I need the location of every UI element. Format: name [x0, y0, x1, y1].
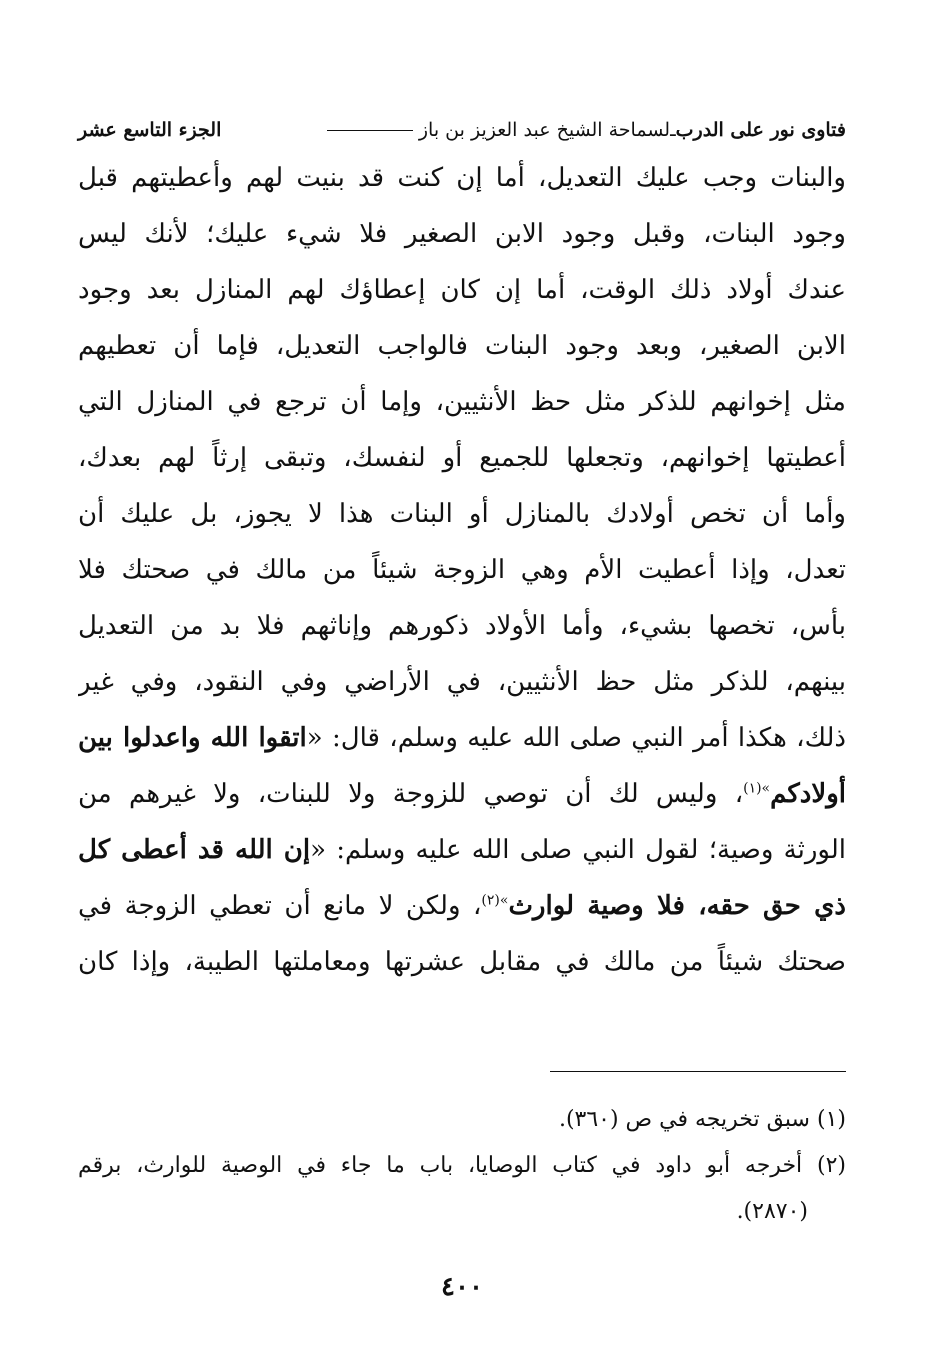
hadith-quote: ذي حق حقه، فلا وصية لوارث — [508, 891, 846, 921]
volume-label: الجزء التاسع عشر — [78, 119, 222, 141]
footnote-2: (٢) أخرجه أبو داود في كتاب الوصايا، باب ما جاء في الوصية للوارث، برقم — [78, 1153, 846, 1178]
hadith-quote: إن الله قد أعطى كل — [78, 835, 311, 865]
header-dash-line — [327, 130, 413, 131]
running-header — [78, 112, 846, 148]
body-text-segment: ، ولكن لا مانع أن تعطي الزوجة في — [78, 891, 482, 921]
footnote-2-continued: (٢٨٧٠). — [736, 1199, 808, 1224]
book-page — [78, 112, 846, 1332]
body-line — [78, 822, 846, 878]
footnote-1: (١) سبق تخريجه في ص (٣٦٠). — [558, 1107, 846, 1132]
hadith-quote: أولادكم — [770, 779, 846, 809]
body-line — [78, 710, 846, 766]
footnotes — [78, 1097, 846, 1235]
body-line: مثل إخوانهم للذكر مثل حظ الأنثيين، وإما أن ترجع في المنازل التي — [78, 387, 846, 417]
body-text-segment: ، وليس لك أن توصي للزوجة ولا للبنات، ولا غيرهم من — [78, 779, 744, 809]
author-name: لسماحة الشيخ عبد العزيز بن باز — [418, 119, 671, 141]
body-line: وجود البنات، وقبل وجود الابن الصغير فلا شيء عليك؛ لأنك ليس — [78, 219, 846, 249]
body-text-segment: ذلك، هكذا أمر النبي صلى الله عليه وسلم، قال: « — [306, 723, 846, 753]
body-line: بينهم، للذكر مثل حظ الأنثيين، في الأراضي وفي النقود، وفي غير — [78, 667, 846, 697]
body-text-segment: الورثة وصية؛ لقول النبي صلى الله عليه وسلم: « — [310, 835, 846, 865]
body-line: وأما أن تخص أولادك بالمنازل أو البنات هذا لا يجوز، بل عليك أن — [78, 499, 846, 529]
body-line: تعدل، وإذا أعطيت الأم وهي الزوجة شيئاً من مالك في صحتك فلا — [78, 555, 846, 585]
hadith-quote: اتقوا الله واعدلوا بين — [78, 723, 307, 753]
footnote-divider — [550, 1071, 846, 1072]
page-number: ٤٠٠ — [441, 1272, 483, 1302]
title-separator: ـ — [670, 119, 676, 141]
body-line — [78, 766, 846, 822]
book-title: فتاوى نور على الدرب — [675, 119, 846, 141]
body-text — [78, 150, 846, 990]
body-line — [78, 878, 846, 934]
body-line: بأس، تخصها بشيء، وأما الأولاد ذكورهم وإناثهم فلا بد من التعديل — [78, 611, 846, 641]
body-line: صحتك شيئاً من مالك في مقابل عشرتها ومعاملتها الطيبة، وإذا كان — [78, 947, 846, 977]
footnote-ref: »(١) — [743, 780, 771, 797]
footnote-ref: »(٢) — [481, 892, 509, 909]
body-line: والبنات وجب عليك التعديل، أما إن كنت قد بنيت لهم وأعطيتهم قبل — [78, 163, 846, 193]
body-line: عندك أولاد ذلك الوقت، أما إن كان إعطاؤك لهم المنازل بعد وجود — [78, 275, 846, 305]
body-line: الابن الصغير، وبعد وجود البنات فالواجب التعديل، فإما أن تعطيهم — [78, 331, 846, 361]
body-line: أعطيتها إخوانهم، وتجعلها للجميع أو لنفسك، وتبقى إرثاً لهم بعدك، — [78, 443, 846, 473]
